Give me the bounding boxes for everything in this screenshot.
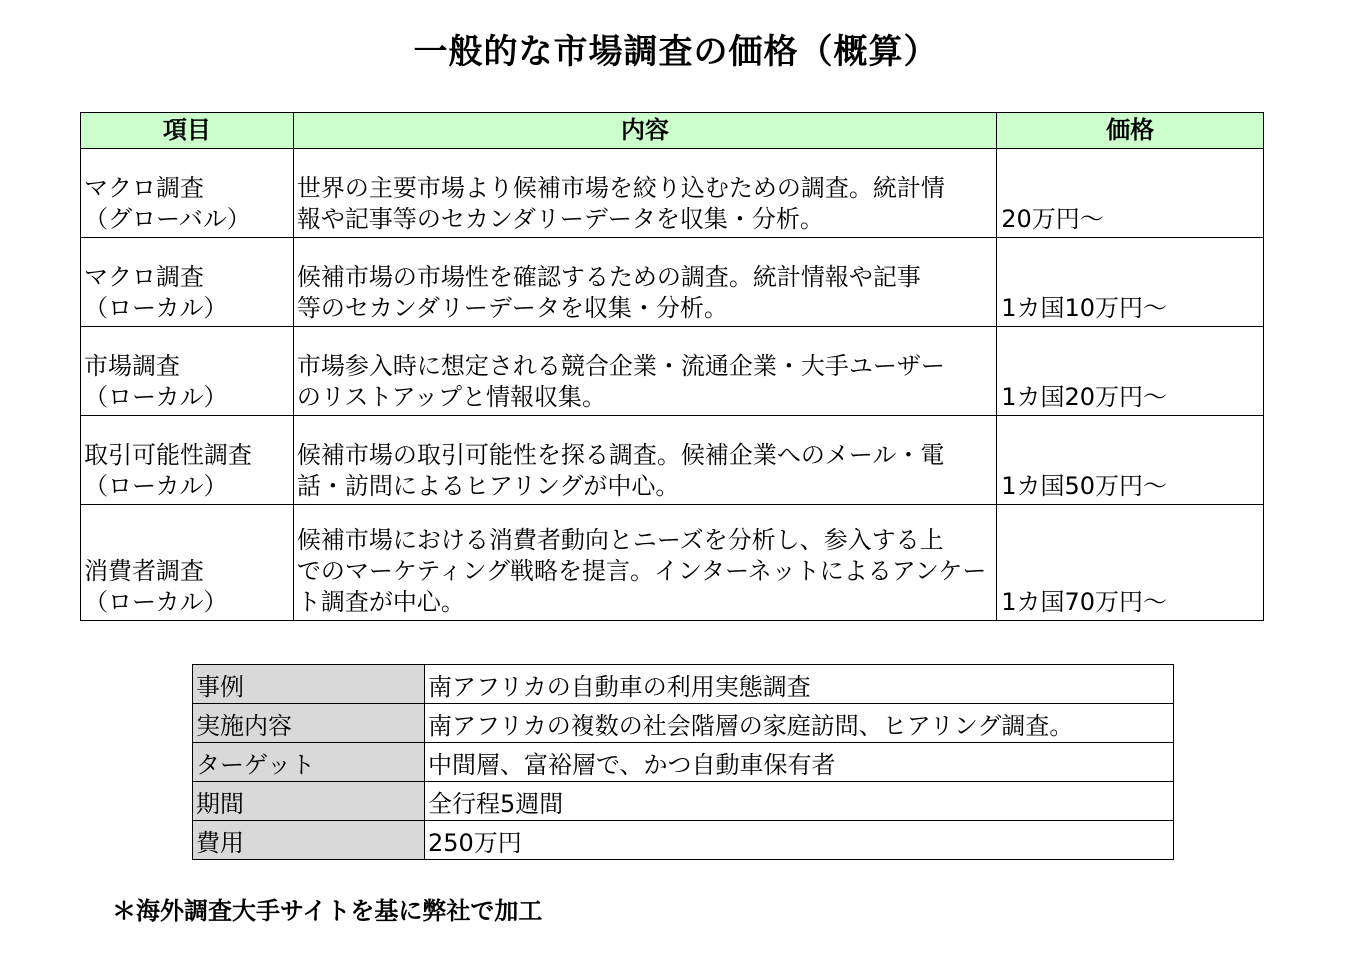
content-cell: 候補市場の市場性を確認するための調査。統計情報や記事 等のセカンダリーデータを収集・分析。 bbox=[293, 238, 996, 327]
source-note: ＊海外調査大手サイトを基に弊社で加工 bbox=[112, 897, 543, 925]
case-row bbox=[193, 743, 1174, 782]
table-row bbox=[81, 416, 1264, 505]
content-cell: 候補市場の取引可能性を探る調査。候補企業へのメール・電 話・訪問によるヒアリングが中心。 bbox=[293, 416, 996, 505]
item-cell: マクロ調査 （ローカル） bbox=[81, 238, 294, 327]
item-cell: 市場調査 （ローカル） bbox=[81, 327, 294, 416]
item-cell: 消費者調査 （ローカル） bbox=[81, 505, 294, 621]
case-label: 事例 bbox=[193, 665, 425, 704]
table-row bbox=[81, 505, 1264, 621]
content-cell: 世界の主要市場より候補市場を絞り込むための調査。統計情 報や記事等のセカンダリーデータを収集・分析。 bbox=[293, 149, 996, 238]
case-row bbox=[193, 665, 1174, 704]
case-row bbox=[193, 704, 1174, 743]
case-value: 南アフリカの自動車の利用実態調査 bbox=[425, 665, 1174, 704]
item-cell: 取引可能性調査 （ローカル） bbox=[81, 416, 294, 505]
case-value: 全行程5週間 bbox=[425, 782, 1174, 821]
price-table bbox=[80, 112, 1264, 621]
case-label: ターゲット bbox=[193, 743, 425, 782]
case-value: 250万円 bbox=[425, 821, 1174, 860]
page-title: 一般的な市場調査の価格（概算） bbox=[413, 32, 939, 72]
case-label: 実施内容 bbox=[193, 704, 425, 743]
price-cell: 1カ国70万円～ bbox=[997, 505, 1264, 621]
content-cell: 市場参入時に想定される競合企業・流通企業・大手ユーザー のリストアップと情報収集。 bbox=[293, 327, 996, 416]
price-cell: 1カ国10万円～ bbox=[997, 238, 1264, 327]
content-cell: 候補市場における消費者動向とニーズを分析し、参入する上 でのマーケティング戦略を提言。インターネットによるアンケー ト調査が中心。 bbox=[293, 505, 996, 621]
case-value: 南アフリカの複数の社会階層の家庭訪問、ヒアリング調査。 bbox=[425, 704, 1174, 743]
table-row bbox=[81, 149, 1264, 238]
table-header-row bbox=[81, 113, 1264, 149]
price-cell: 20万円～ bbox=[997, 149, 1264, 238]
table-row bbox=[81, 238, 1264, 327]
item-cell: マクロ調査 （グローバル） bbox=[81, 149, 294, 238]
header-price: 価格 bbox=[997, 113, 1264, 149]
case-label: 期間 bbox=[193, 782, 425, 821]
case-row bbox=[193, 782, 1174, 821]
case-row bbox=[193, 821, 1174, 860]
table-row bbox=[81, 327, 1264, 416]
case-value: 中間層、富裕層で、かつ自動車保有者 bbox=[425, 743, 1174, 782]
price-cell: 1カ国20万円～ bbox=[997, 327, 1264, 416]
price-cell: 1カ国50万円～ bbox=[997, 416, 1264, 505]
case-study-table bbox=[192, 664, 1174, 860]
case-label: 費用 bbox=[193, 821, 425, 860]
header-item: 項目 bbox=[81, 113, 294, 149]
header-content: 内容 bbox=[293, 113, 996, 149]
